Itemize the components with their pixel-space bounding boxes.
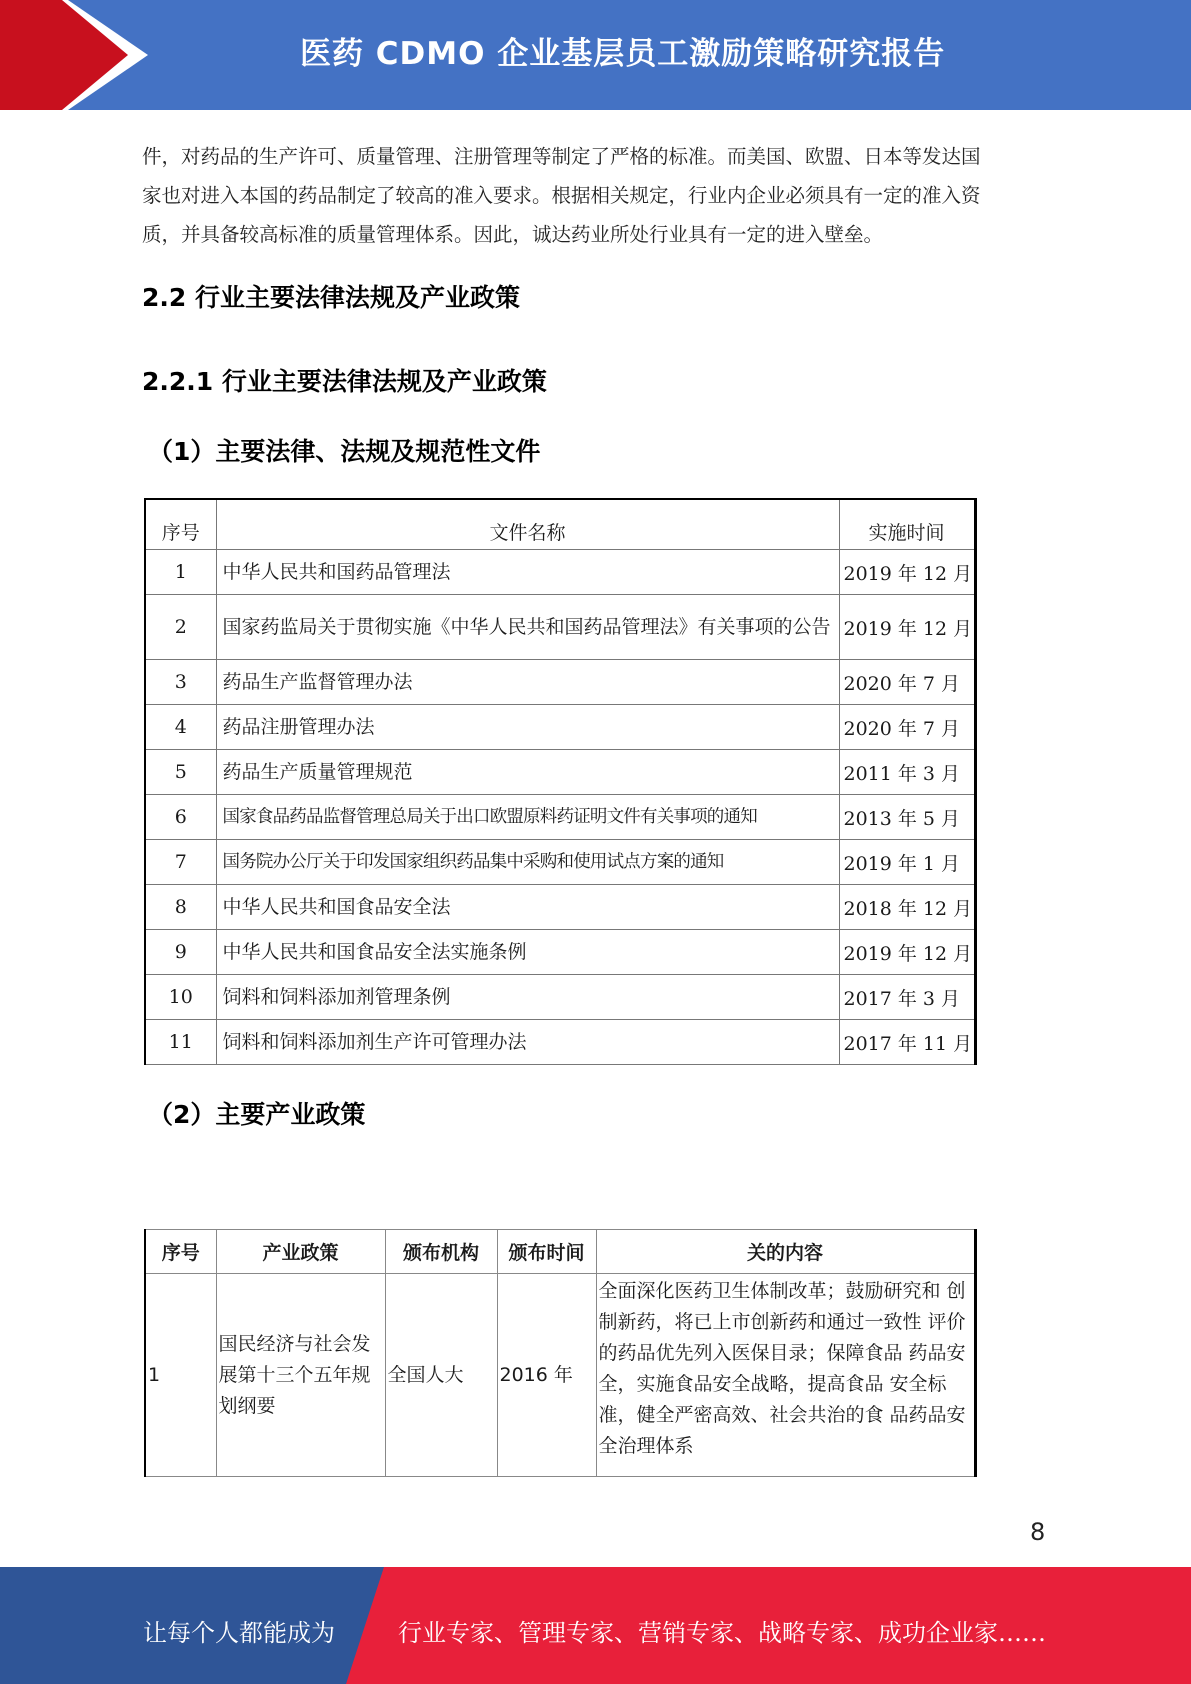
issue-time: 2016 年 xyxy=(497,1274,596,1477)
table-row xyxy=(145,550,975,595)
section-heading-2-2: 2.2 行业主要法律法规及产业政策 xyxy=(142,283,520,312)
effective-date: 2018 年 12 月 xyxy=(839,885,975,930)
table-row xyxy=(145,885,975,930)
effective-date: 2013 年 5 月 xyxy=(839,795,975,840)
page-footer xyxy=(0,1567,1191,1684)
effective-date: 2020 年 7 月 xyxy=(839,660,975,705)
document-name: 药品生产质量管理规范 xyxy=(216,750,839,795)
intro-paragraph xyxy=(142,137,1062,254)
table-row xyxy=(145,930,975,975)
column-header-date: 实施时间 xyxy=(839,499,975,550)
row-number: 6 xyxy=(145,795,216,840)
page-number: 8 xyxy=(1030,1518,1046,1546)
document-name: 中华人民共和国食品安全法实施条例 xyxy=(216,930,839,975)
column-header-time: 颁布时间 xyxy=(497,1230,596,1274)
column-header-no: 序号 xyxy=(145,1230,216,1274)
table-row xyxy=(145,595,975,660)
column-header-no: 序号 xyxy=(145,499,216,550)
table-row xyxy=(145,660,975,705)
document-name: 饲料和饲料添加剂管理条例 xyxy=(216,975,839,1020)
footer-slogan-left: 让每个人都能成为 xyxy=(143,1619,335,1647)
section-heading-2-2-1: 2.2.1 行业主要法律法规及产业政策 xyxy=(142,367,547,396)
row-number: 2 xyxy=(145,595,216,660)
table-row xyxy=(145,1020,975,1065)
document-name: 国家药监局关于贯彻实施《中华人民共和国药品管理法》有关事项的公告 xyxy=(216,595,839,660)
effective-date: 2019 年 12 月 xyxy=(839,930,975,975)
row-number: 10 xyxy=(145,975,216,1020)
policy-name: 国民经济与社会发展第十三个五年规划纲要 xyxy=(216,1274,385,1477)
effective-date: 2011 年 3 月 xyxy=(839,750,975,795)
row-number: 9 xyxy=(145,930,216,975)
effective-date: 2017 年 3 月 xyxy=(839,975,975,1020)
table-header-row xyxy=(145,1230,975,1274)
table-row xyxy=(145,795,975,840)
effective-date: 2017 年 11 月 xyxy=(839,1020,975,1065)
row-number: 4 xyxy=(145,705,216,750)
effective-date: 2019 年 12 月 xyxy=(839,595,975,660)
table-row xyxy=(145,1274,975,1477)
row-number: 7 xyxy=(145,840,216,885)
document-name: 中华人民共和国药品管理法 xyxy=(216,550,839,595)
page-header xyxy=(0,0,1191,110)
report-title: 医药 CDMO 企业基层员工激励策略研究报告 xyxy=(300,36,946,72)
effective-date: 2019 年 12 月 xyxy=(839,550,975,595)
table-header-row xyxy=(145,499,975,550)
footer-slogan-right: 行业专家、管理专家、营销专家、战略专家、成功企业家…… xyxy=(398,1619,1046,1647)
column-header-issuer: 颁布机构 xyxy=(385,1230,497,1274)
table-row xyxy=(145,705,975,750)
laws-table xyxy=(144,498,977,1065)
subheading-laws: （1）主要法律、法规及规范性文件 xyxy=(148,437,541,466)
intro-line: 件，对药品的生产许可、质量管理、注册管理等制定了严格的标准。而美国、欧盟、日本等发达国 xyxy=(142,145,981,168)
document-name: 饲料和饲料添加剂生产许可管理办法 xyxy=(216,1020,839,1065)
document-name: 国务院办公厅关于印发国家组织药品集中采购和使用试点方案的通知 xyxy=(216,840,839,885)
row-number: 1 xyxy=(145,550,216,595)
policies-table xyxy=(144,1229,977,1477)
row-number: 8 xyxy=(145,885,216,930)
intro-line: 质，并具备较高标准的质量管理体系。因此，诚达药业所处行业具有一定的进入壁垒。 xyxy=(142,223,884,246)
table-row xyxy=(145,975,975,1020)
table-row xyxy=(145,750,975,795)
row-number: 3 xyxy=(145,660,216,705)
subheading-policies: （2）主要产业政策 xyxy=(148,1100,366,1129)
document-name: 药品生产监督管理办法 xyxy=(216,660,839,705)
document-name: 国家食品药品监督管理总局关于出口欧盟原料药证明文件有关事项的通知 xyxy=(216,795,839,840)
column-header-name: 文件名称 xyxy=(216,499,839,550)
column-header-content: 关的内容 xyxy=(596,1230,975,1274)
document-name: 中华人民共和国食品安全法 xyxy=(216,885,839,930)
column-header-policy: 产业政策 xyxy=(216,1230,385,1274)
issuing-body: 全国人大 xyxy=(385,1274,497,1477)
row-number: 5 xyxy=(145,750,216,795)
effective-date: 2020 年 7 月 xyxy=(839,705,975,750)
row-number: 1 xyxy=(145,1274,216,1477)
document-name: 药品注册管理办法 xyxy=(216,705,839,750)
row-number: 11 xyxy=(145,1020,216,1065)
table-row xyxy=(145,840,975,885)
effective-date: 2019 年 1 月 xyxy=(839,840,975,885)
intro-line: 家也对进入本国的药品制定了较高的准入要求。根据相关规定，行业内企业必须具有一定的准入资 xyxy=(142,184,981,207)
policy-content: 全面深化医药卫生体制改革；鼓励研究和 创制新药，将已上市创新药和通过一致性 评价的药品优先列入医保目录；保障食品 药品安全，实施食品安全战略，提高食品 安全标准，健全严密高效、社会共治的食 品药品安全治理体系 xyxy=(596,1274,975,1477)
